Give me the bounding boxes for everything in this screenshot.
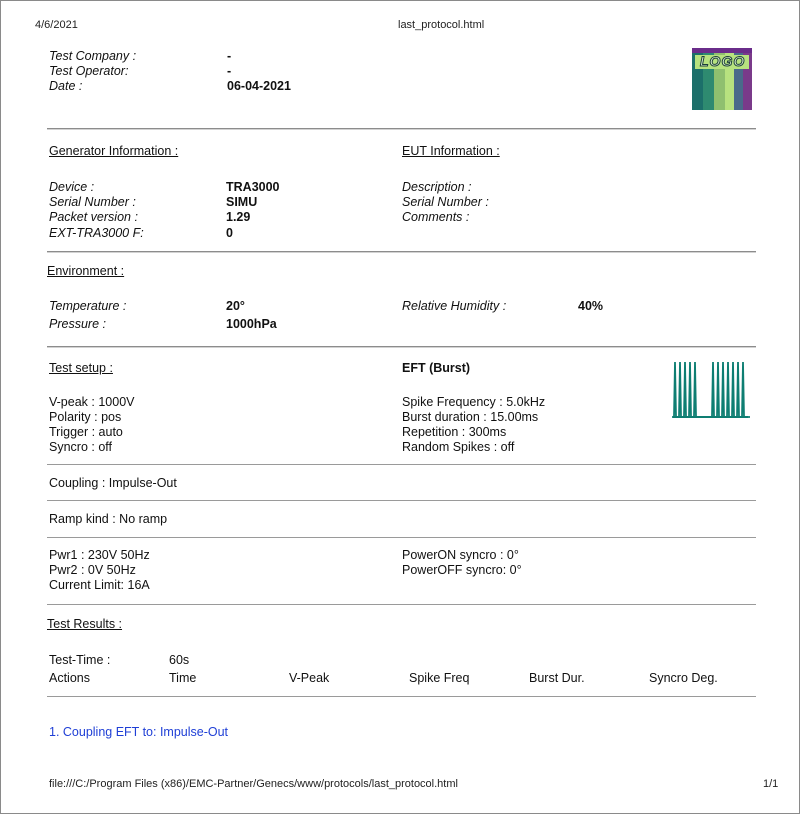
date-value: 06-04-2021: [227, 79, 291, 93]
result-entry: 1. Coupling EFT to: Impulse-Out: [49, 725, 229, 739]
device-value: TRA3000: [226, 180, 280, 194]
divider: [47, 251, 756, 253]
divider: [47, 346, 756, 348]
setup-random-spikes: Random Spikes : off: [402, 440, 515, 454]
serial-value: SIMU: [226, 195, 258, 209]
operator-value: -: [227, 64, 232, 78]
eut-serial-label: Serial Number :: [402, 195, 489, 209]
power-off-syncro: PowerOFF syncro: 0°: [402, 563, 522, 577]
humidity-value: 40%: [578, 299, 604, 313]
column-burst-dur: Burst Dur.: [529, 671, 585, 685]
column-syncro-deg: Syncro Deg.: [649, 671, 718, 685]
environment-heading: Environment :: [47, 264, 125, 278]
setup-trigger: Trigger : auto: [49, 425, 123, 439]
logo-text: LOGO: [700, 53, 746, 69]
operator-label: Test Operator:: [49, 64, 129, 78]
print-page-number: 1/1: [763, 778, 779, 790]
company-value: -: [227, 49, 232, 63]
setup-heading: Test setup :: [49, 361, 113, 375]
setup-syncro: Syncro : off: [49, 440, 112, 454]
column-time: Time: [169, 671, 197, 685]
generator-heading: Generator Information :: [49, 144, 179, 158]
pressure-value: 1000hPa: [226, 317, 277, 331]
power-on-syncro: PowerON syncro : 0°: [402, 548, 519, 562]
divider: [47, 464, 756, 465]
temperature-label: Temperature :: [49, 299, 127, 313]
column-vpeak: V-Peak: [289, 671, 330, 685]
eut-comments-label: Comments :: [402, 210, 470, 224]
packet-label: Packet version :: [49, 210, 138, 224]
divider: [47, 696, 756, 697]
packet-value: 1.29: [226, 210, 251, 224]
date-label: Date :: [49, 79, 83, 93]
divider: [47, 128, 756, 130]
setup-vpeak: V-peak : 1000V: [49, 395, 135, 409]
results-heading: Test Results :: [47, 617, 123, 631]
power-pwr1: Pwr1 : 230V 50Hz: [49, 548, 150, 562]
setup-repetition: Repetition : 300ms: [402, 425, 507, 439]
serial-label: Serial Number :: [49, 195, 136, 209]
setup-burst-duration: Burst duration : 15.00ms: [402, 410, 539, 424]
setup-polarity: Polarity : pos: [49, 410, 122, 424]
ramp-text: Ramp kind : No ramp: [49, 512, 168, 526]
power-current-limit: Current Limit: 16A: [49, 578, 150, 592]
company-label: Test Company :: [49, 49, 137, 63]
test-type: EFT (Burst): [402, 361, 471, 375]
divider: [47, 537, 756, 538]
device-label: Device :: [49, 180, 95, 194]
print-date: 4/6/2021: [35, 19, 78, 31]
burst-waveform-graphic: [672, 358, 750, 420]
eut-description-label: Description :: [402, 180, 472, 194]
ext-label: EXT-TRA3000 F:: [49, 226, 144, 240]
power-pwr2: Pwr2 : 0V 50Hz: [49, 563, 136, 577]
setup-spike-frequency: Spike Frequency : 5.0kHz: [402, 395, 546, 409]
company-logo: [692, 48, 752, 110]
print-title: last_protocol.html: [398, 19, 485, 31]
ext-value: 0: [226, 226, 233, 240]
burst-waveform-icon: [672, 358, 750, 420]
print-url: file:///C:/Program Files (x86)/EMC-Partner/Genecs/www/protocols/last_protocol.html: [49, 778, 458, 790]
divider: [47, 604, 756, 605]
test-time-label: Test-Time :: [49, 653, 111, 667]
temperature-value: 20°: [226, 299, 245, 313]
test-time-value: 60s: [169, 653, 190, 667]
column-spike-freq: Spike Freq: [409, 671, 470, 685]
humidity-label: Relative Humidity :: [402, 299, 507, 313]
eut-heading: EUT Information :: [402, 144, 500, 158]
pressure-label: Pressure :: [49, 317, 106, 331]
divider: [47, 500, 756, 501]
coupling-text: Coupling : Impulse-Out: [49, 476, 177, 490]
column-actions: Actions: [49, 671, 90, 685]
